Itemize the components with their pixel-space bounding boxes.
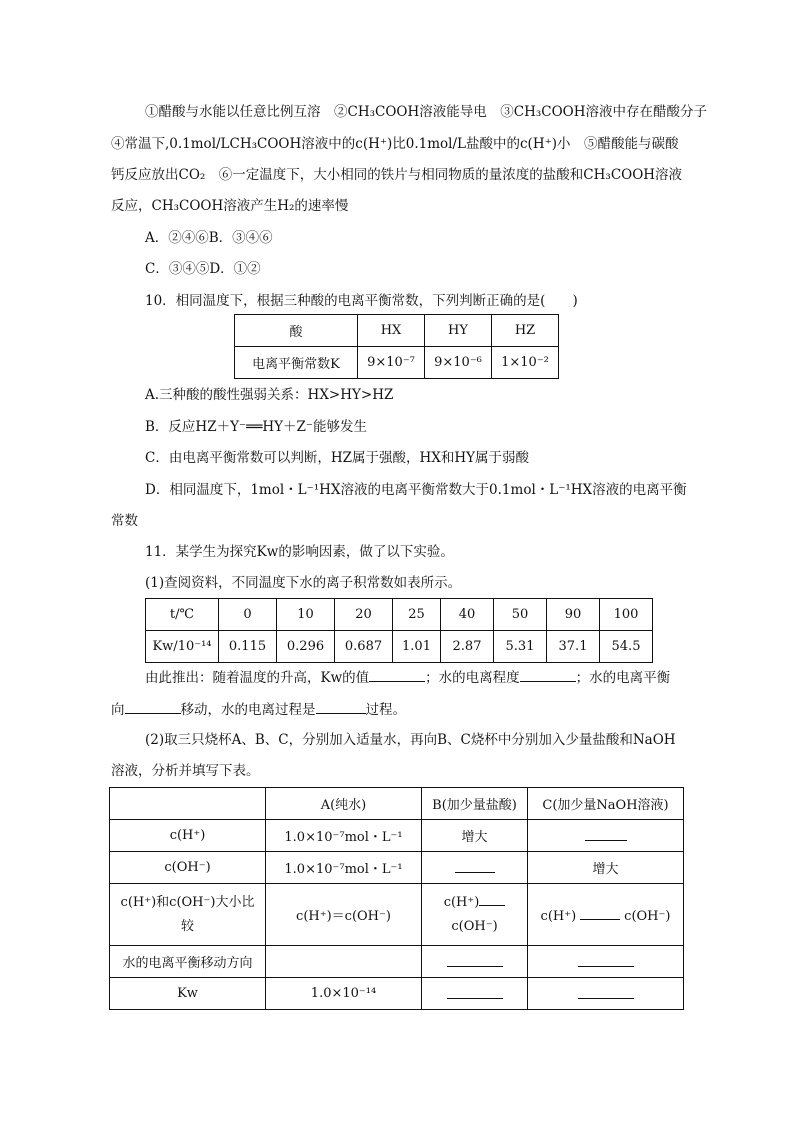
row-compare-c [528, 884, 684, 946]
compare-c-h: c(H⁺) [540, 908, 577, 924]
row-shift-b-cell [422, 946, 528, 978]
row-shift-a [266, 946, 422, 978]
answer-blank[interactable] [447, 953, 503, 967]
acid-header-hy: HY [425, 315, 492, 347]
q11-stem: 11．某学生为探究Kw的影响因素，做了以下实验。 [145, 544, 454, 560]
row-oh-b-cell [422, 852, 528, 884]
q11-part2-line-2: 溶液，分析并填写下表。 [111, 763, 260, 779]
row-kw-label: Kw [110, 978, 266, 1010]
kw-temp-cell: 100 [600, 599, 653, 631]
q9-line-1: ①醋酸与水能以任意比例互溶 ②CH₃COOH溶液能导电 ③CH₃COOH溶液中存在醋酸分子 [145, 104, 708, 120]
compare-b-h: c(H⁺) [443, 894, 480, 910]
kw-temp-cell: 0 [219, 599, 277, 631]
kw-temp-cell: 50 [494, 599, 547, 631]
kw-t-label: t/℃ [146, 599, 219, 631]
q11-part1: (1)查阅资料，不同温度下水的离子积常数如表所示。 [145, 575, 462, 591]
kw-value-cell: 5.31 [494, 631, 547, 663]
kw-value-cell: 2.87 [441, 631, 494, 663]
answer-blank[interactable] [455, 859, 495, 873]
kw-value-cell: 0.115 [219, 631, 277, 663]
answer-blank[interactable] [316, 700, 366, 714]
acid-row-label: 电离平衡常数K [235, 347, 358, 379]
kw-value-cell: 54.5 [600, 631, 653, 663]
row-h-a: 1.0×10⁻⁷mol・L⁻¹ [266, 820, 422, 852]
compare-c-oh: c(OH⁻) [624, 908, 671, 924]
kw-temp-cell: 25 [393, 599, 441, 631]
acid-header-hz: HZ [492, 315, 559, 347]
answer-blank[interactable] [585, 827, 627, 841]
row-shift-label: 水的电离平衡移动方向 [110, 946, 266, 978]
acid-header-label: 酸 [235, 315, 358, 347]
compare-label-line: c(H⁺)和c(OH⁻)大小比 [120, 894, 255, 910]
answer-blank[interactable] [447, 985, 503, 999]
infer-text: ；水的电离程度 [425, 670, 520, 686]
q11-infer-line-2 [111, 700, 406, 719]
kw-value-cell: 0.296 [277, 631, 335, 663]
q10-stem: 10．相同温度下，根据三种酸的电离平衡常数，下列判断正确的是( ) [145, 293, 578, 309]
row-kw-c-cell [528, 978, 684, 1010]
q9-line-3: 钙反应放出CO₂ ⑥一定温度下，大小相同的铁片与相同物质的量浓度的盐酸和CH₃COOH溶液 [111, 167, 683, 183]
infer-text: 过程。 [365, 702, 406, 718]
row-compare-label [110, 884, 266, 946]
kw-temp-cell: 20 [335, 599, 393, 631]
kw-temp-cell: 40 [441, 599, 494, 631]
row-oh-label: c(OH⁻) [110, 852, 266, 884]
q11-infer-line-1 [145, 668, 670, 687]
q9-options-cd: C．③④⑤D．①② [145, 261, 261, 277]
q10-option-a: A.三种酸的酸性强弱关系：HX>HY>HZ [145, 387, 394, 403]
infer-text: ；水的电离平衡 [575, 670, 671, 686]
header-col-a: A(纯水) [266, 788, 422, 820]
kw-value-cell: 1.01 [393, 631, 441, 663]
infer-text: 向 [111, 702, 125, 718]
answer-blank[interactable] [369, 668, 425, 682]
row-oh-a: 1.0×10⁻⁷mol・L⁻¹ [266, 852, 422, 884]
answer-blank[interactable] [580, 906, 620, 920]
answer-blank[interactable] [479, 892, 505, 906]
header-col-b: B(加少量盐酸) [422, 788, 528, 820]
acid-value-hy: 9×10⁻⁶ [425, 347, 492, 379]
compare-label-line: 较 [180, 918, 194, 934]
row-kw-b-cell [422, 978, 528, 1010]
row-shift-c-cell [528, 946, 684, 978]
row-kw-a: 1.0×10⁻¹⁴ [266, 978, 422, 1010]
q10-option-b: B．反应HZ＋Y⁻══HY＋Z⁻能够发生 [145, 419, 368, 435]
q9-line-4: 反应，CH₃COOH溶液产生H₂的速率慢 [111, 198, 349, 214]
row-oh-c: 增大 [528, 852, 684, 884]
answer-blank[interactable] [520, 668, 576, 682]
row-h-b: 增大 [422, 820, 528, 852]
acid-value-hz: 1×10⁻² [492, 347, 559, 379]
row-h-label: c(H⁺) [110, 820, 266, 852]
kw-temp-cell: 10 [277, 599, 335, 631]
q11-part2-line-1: (2)取三只烧杯A、B、C，分别加入适量水，再向B、C烧杯中分别加入少量盐酸和NaOH [145, 732, 676, 748]
answer-blank[interactable] [578, 985, 634, 999]
acid-constant-table [234, 314, 559, 379]
kw-value-cell: 0.687 [335, 631, 393, 663]
compare-b-oh: c(OH⁻) [451, 918, 498, 934]
answer-blank[interactable] [578, 953, 634, 967]
row-compare-a: c(H⁺)＝c(OH⁻) [266, 884, 422, 946]
kw-value-label: Kw/10⁻¹⁴ [146, 631, 219, 663]
q10-option-c: C．由电离平衡常数可以判断，HZ属于强酸，HX和HY属于弱酸 [145, 450, 530, 466]
acid-value-hx: 9×10⁻⁷ [358, 347, 425, 379]
acid-header-hx: HX [358, 315, 425, 347]
q9-options-ab: A．②④⑥B．③④⑥ [145, 230, 273, 246]
row-h-c-cell [528, 820, 684, 852]
row-compare-b [422, 884, 528, 946]
infer-text: 移动，水的电离过程是 [180, 702, 316, 718]
beaker-analysis-table [109, 787, 684, 1010]
infer-text: 由此推出：随着温度的升高，Kw的值 [145, 670, 370, 686]
q10-option-d-2: 常数 [111, 513, 138, 529]
kw-temp-cell: 90 [547, 599, 600, 631]
header-col-c: C(加少量NaOH溶液) [528, 788, 684, 820]
kw-temperature-table [145, 598, 653, 663]
kw-value-cell: 37.1 [547, 631, 600, 663]
header-empty [110, 788, 266, 820]
answer-blank[interactable] [125, 700, 181, 714]
q10-option-d-1: D．相同温度下，1mol・L⁻¹HX溶液的电离平衡常数大于0.1mol・L⁻¹HX溶液的电离平衡 [145, 482, 687, 498]
q9-line-2: ④常温下,0.1mol/LCH₃COOH溶液中的c(H⁺)比0.1mol/L盐酸中的c(H⁺)小 ⑤醋酸能与碳酸 [111, 136, 679, 152]
